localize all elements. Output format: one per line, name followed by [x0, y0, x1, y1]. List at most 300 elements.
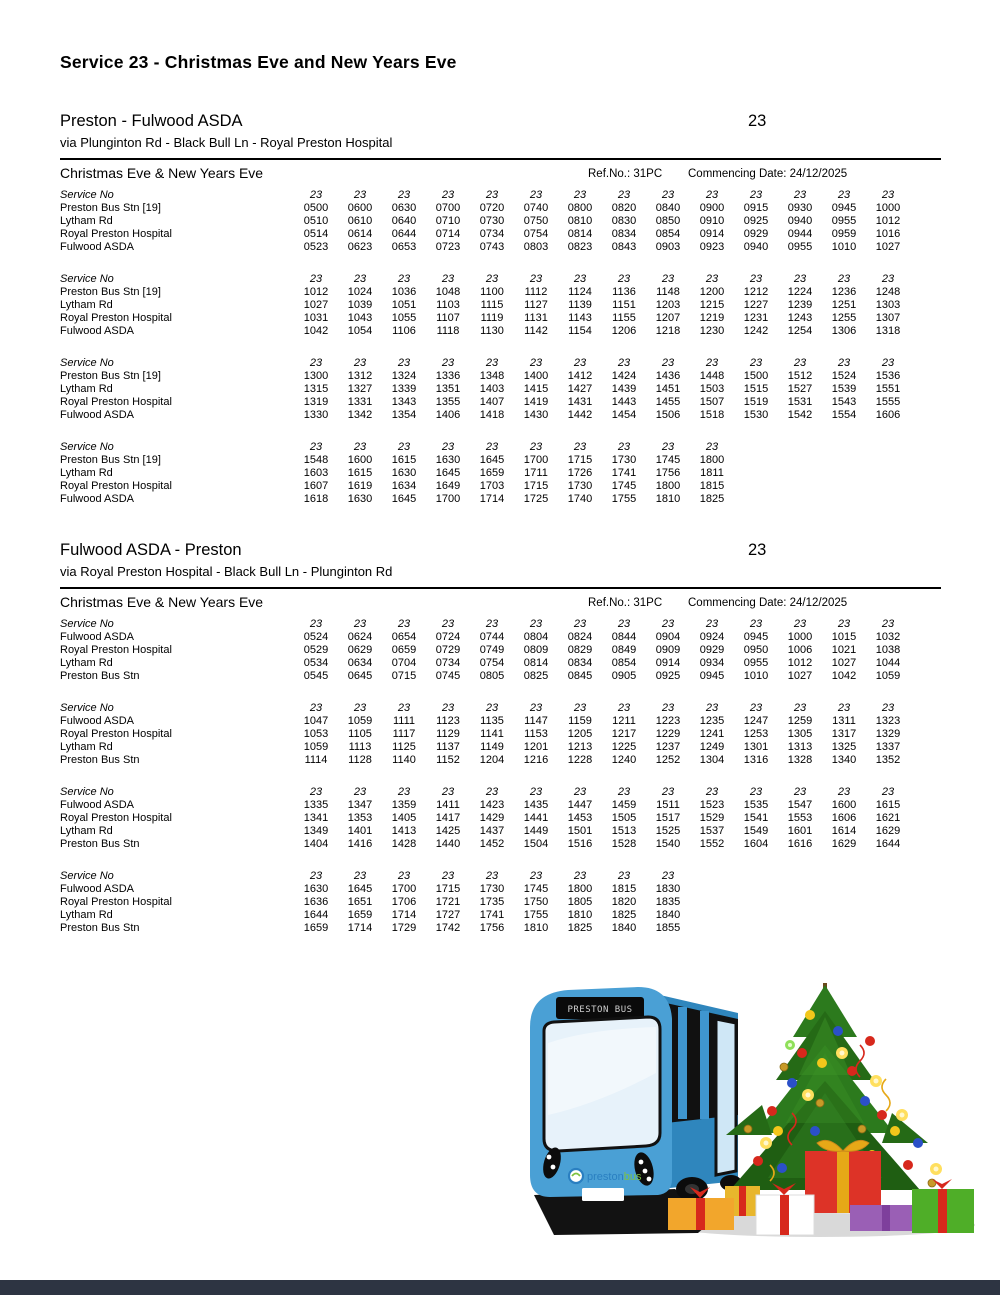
time-cell: 1239 — [787, 299, 813, 311]
service-no-label: Service No — [60, 441, 114, 453]
time-cell: 1012 — [875, 215, 901, 227]
stop-name-cell: Fulwood ASDA — [60, 409, 134, 421]
time-cell: 1725 — [523, 493, 549, 505]
time-cell: 1139 — [568, 299, 592, 311]
time-cell: 1205 — [567, 728, 593, 740]
service-no-cell: 23 — [573, 441, 587, 453]
time-cell: 1645 — [479, 454, 505, 466]
time-cell — [734, 467, 778, 480]
time-cell: 0600 — [347, 202, 373, 214]
time-cell — [690, 922, 734, 935]
time-cell: 1154 — [568, 325, 592, 337]
time-cell: 1541 — [743, 812, 769, 824]
ref-no: Ref.No.: 31PC — [588, 597, 663, 609]
time-cell: 1636 — [303, 896, 329, 908]
service-no-cell: 23 — [705, 786, 719, 798]
route-via: via Plunginton Rd - Black Bull Ln - Royal Preston Hospital — [60, 135, 393, 150]
time-cell: 1031 — [303, 312, 329, 324]
time-cell: 1741 — [479, 909, 505, 921]
time-cell: 1721 — [435, 896, 461, 908]
service-no-cell: 23 — [529, 441, 543, 453]
time-cell — [866, 922, 910, 935]
time-cell: 1103 — [436, 299, 460, 311]
time-cell: 1500 — [743, 370, 769, 382]
time-cell: 0700 — [435, 202, 461, 214]
bus-logo-text — [587, 1171, 642, 1183]
time-cell: 1645 — [391, 493, 417, 505]
time-cell: 1616 — [787, 838, 813, 850]
time-cell: 1252 — [655, 754, 681, 766]
time-cell: 1218 — [655, 325, 681, 337]
time-cell: 1517 — [655, 812, 681, 824]
service-no-cell — [866, 870, 910, 883]
time-cell: 1601 — [787, 825, 813, 837]
service-no-cell: 23 — [749, 357, 763, 369]
time-cell: 1354 — [391, 409, 417, 421]
timetable-row — [60, 631, 941, 644]
time-cell: 1053 — [303, 728, 329, 740]
service-no-cell: 23 — [661, 786, 675, 798]
time-cell: 1352 — [875, 754, 901, 766]
time-cell: 1629 — [875, 825, 901, 837]
timetable-header-row — [60, 618, 941, 631]
service-no-cell: 23 — [573, 870, 587, 882]
time-cell: 0734 — [479, 228, 505, 240]
service-no-cell: 23 — [661, 870, 675, 882]
commencing-date: Commencing Date: 24/12/2025 — [688, 597, 848, 609]
time-cell: 1054 — [347, 325, 373, 337]
service-no-cell: 23 — [881, 189, 895, 201]
timetable-row — [60, 286, 941, 299]
time-cell: 1348 — [479, 370, 505, 382]
time-cell: 1549 — [743, 825, 769, 837]
time-cell: 1756 — [479, 922, 505, 934]
time-cell — [866, 467, 910, 480]
time-cell: 1820 — [611, 896, 637, 908]
timetable-header-row — [60, 273, 941, 286]
time-cell — [734, 493, 778, 506]
stop-name-cell: Royal Preston Hospital — [60, 480, 172, 492]
service-no-label: Service No — [60, 357, 114, 369]
time-cell: 1524 — [831, 370, 857, 382]
time-cell: 1253 — [743, 728, 769, 740]
time-cell: 0944 — [787, 228, 813, 240]
stop-name-cell: Fulwood ASDA — [60, 799, 134, 811]
time-cell: 1528 — [611, 838, 637, 850]
time-cell: 1143 — [568, 312, 592, 324]
time-cell: 1047 — [303, 715, 329, 727]
time-cell: 1347 — [347, 799, 373, 811]
time-cell: 0715 — [391, 670, 417, 682]
service-no-cell: 23 — [881, 273, 895, 285]
time-cell: 0900 — [699, 202, 725, 214]
service-no-cell — [822, 441, 866, 454]
service-no-cell: 23 — [485, 441, 499, 453]
time-cell — [866, 896, 910, 909]
time-cell: 1406 — [435, 409, 461, 421]
time-cell: 0805 — [479, 670, 505, 682]
time-cell: 0534 — [303, 657, 329, 669]
service-no-cell: 23 — [749, 618, 763, 630]
time-cell: 0945 — [699, 670, 725, 682]
time-cell: 0654 — [391, 631, 417, 643]
time-cell — [778, 883, 822, 896]
time-cell: 1454 — [611, 409, 637, 421]
timetable-row — [60, 922, 941, 935]
time-cell: 1659 — [479, 467, 505, 479]
time-cell: 0723 — [435, 241, 461, 253]
time-cell: 1618 — [303, 493, 329, 505]
time-cell — [734, 454, 778, 467]
time-cell — [778, 493, 822, 506]
time-cell: 1006 — [787, 644, 813, 656]
time-cell: 1106 — [392, 325, 416, 337]
time-cell: 1455 — [655, 396, 681, 408]
time-cell: 0934 — [699, 657, 725, 669]
service-no-cell: 23 — [837, 786, 851, 798]
time-cell: 1301 — [743, 741, 769, 753]
time-cell: 0910 — [699, 215, 725, 227]
time-cell: 1800 — [567, 883, 593, 895]
time-cell: 1137 — [436, 741, 460, 753]
timetable-block — [60, 870, 941, 935]
time-cell: 1449 — [523, 825, 549, 837]
time-cell: 1619 — [347, 480, 373, 492]
time-cell: 0524 — [303, 631, 329, 643]
time-cell: 0850 — [655, 215, 681, 227]
time-cell: 1032 — [875, 631, 901, 643]
time-cell — [690, 883, 734, 896]
time-cell: 1805 — [567, 896, 593, 908]
time-cell: 0929 — [699, 644, 725, 656]
time-cell: 0523 — [303, 241, 329, 253]
service-no-cell: 23 — [309, 441, 323, 453]
time-cell: 1059 — [303, 741, 329, 753]
time-cell: 1439 — [611, 383, 637, 395]
service-no-cell: 23 — [837, 702, 851, 714]
time-cell: 0930 — [787, 202, 813, 214]
time-cell: 1453 — [567, 812, 593, 824]
time-cell: 1835 — [655, 896, 681, 908]
time-cell: 0945 — [831, 202, 857, 214]
time-cell: 1123 — [436, 715, 460, 727]
service-no-cell: 23 — [441, 870, 455, 882]
time-cell: 1606 — [831, 812, 857, 824]
time-cell: 1159 — [568, 715, 592, 727]
time-cell: 1000 — [787, 631, 813, 643]
time-cell: 1204 — [479, 754, 505, 766]
time-cell: 1800 — [699, 454, 725, 466]
time-cell: 1307 — [875, 312, 901, 324]
service-no-cell — [778, 870, 822, 883]
service-no-cell: 23 — [353, 702, 367, 714]
time-cell: 1341 — [303, 812, 329, 824]
time-cell: 1125 — [392, 741, 416, 753]
time-cell: 1223 — [655, 715, 681, 727]
time-cell: 1815 — [611, 883, 637, 895]
time-cell: 1504 — [523, 838, 549, 850]
time-cell: 1112 — [524, 286, 548, 298]
time-cell: 1527 — [787, 383, 813, 395]
time-cell: 1343 — [391, 396, 417, 408]
service-no-cell: 23 — [881, 618, 895, 630]
time-cell: 1130 — [480, 325, 504, 337]
time-cell: 1536 — [875, 370, 901, 382]
stop-name-cell: Lytham Rd — [60, 299, 113, 311]
timetable-header-row — [60, 702, 941, 715]
time-cell: 1411 — [436, 799, 460, 811]
time-cell: 1359 — [391, 799, 417, 811]
time-cell: 1024 — [347, 286, 373, 298]
service-no-cell: 23 — [705, 189, 719, 201]
timetable-row — [60, 228, 941, 241]
time-cell: 0754 — [479, 657, 505, 669]
timetable-block — [60, 441, 941, 506]
service-no-cell: 23 — [881, 357, 895, 369]
time-cell — [866, 883, 910, 896]
time-cell: 0629 — [347, 644, 373, 656]
time-cell: 0734 — [435, 657, 461, 669]
time-cell — [822, 909, 866, 922]
time-cell: 1142 — [524, 325, 548, 337]
time-cell: 1423 — [479, 799, 505, 811]
time-cell: 1429 — [479, 812, 505, 824]
time-cell: 1552 — [699, 838, 725, 850]
timetable-row — [60, 728, 941, 741]
time-cell — [866, 454, 910, 467]
stop-name-cell: Preston Bus Stn [19] — [60, 454, 161, 466]
time-cell: 0804 — [523, 631, 549, 643]
stop-name-cell: Preston Bus Stn — [60, 922, 140, 934]
service-no-cell — [822, 870, 866, 883]
time-cell: 0500 — [303, 202, 329, 214]
service-no-cell: 23 — [749, 702, 763, 714]
service-no-cell: 23 — [485, 273, 499, 285]
time-cell — [822, 493, 866, 506]
service-no-cell: 23 — [441, 786, 455, 798]
time-cell: 1403 — [479, 383, 505, 395]
time-cell — [734, 922, 778, 935]
time-cell: 1315 — [303, 383, 329, 395]
time-cell: 1055 — [391, 312, 417, 324]
timetable-row — [60, 754, 941, 767]
time-cell: 1614 — [831, 825, 857, 837]
time-cell: 1340 — [831, 754, 857, 766]
time-cell: 1059 — [875, 670, 901, 682]
time-cell: 1219 — [699, 312, 725, 324]
timetable-header-row — [60, 189, 941, 202]
time-cell: 0955 — [787, 241, 813, 253]
time-cell: 1335 — [303, 799, 329, 811]
stop-name-cell: Lytham Rd — [60, 383, 113, 395]
time-cell: 1531 — [787, 396, 813, 408]
time-cell: 1424 — [611, 370, 637, 382]
time-cell: 1259 — [787, 715, 813, 727]
service-no-cell — [690, 870, 734, 883]
time-cell: 0820 — [611, 202, 637, 214]
time-cell: 0834 — [611, 228, 637, 240]
time-cell: 1441 — [523, 812, 549, 824]
time-cell: 0714 — [435, 228, 461, 240]
time-cell: 1630 — [303, 883, 329, 895]
time-cell: 0659 — [391, 644, 417, 656]
time-cell: 1621 — [875, 812, 901, 824]
time-cell: 1516 — [567, 838, 593, 850]
time-cell: 1715 — [523, 480, 549, 492]
time-cell: 1118 — [436, 325, 460, 337]
service-no-cell: 23 — [485, 189, 499, 201]
stop-name-cell: Fulwood ASDA — [60, 715, 134, 727]
time-cell: 0624 — [347, 631, 373, 643]
time-cell: 0630 — [391, 202, 417, 214]
time-cell: 1440 — [435, 838, 461, 850]
service-no-cell: 23 — [837, 273, 851, 285]
time-cell: 1727 — [435, 909, 461, 921]
time-cell: 1027 — [831, 657, 857, 669]
stop-name-cell: Royal Preston Hospital — [60, 396, 172, 408]
time-cell: 1730 — [479, 883, 505, 895]
time-cell: 1703 — [479, 480, 505, 492]
service-no-cell: 23 — [485, 618, 499, 630]
time-cell: 1212 — [743, 286, 769, 298]
time-cell: 1513 — [611, 825, 637, 837]
service-no-cell: 23 — [705, 273, 719, 285]
time-cell: 1755 — [611, 493, 637, 505]
time-cell — [778, 480, 822, 493]
time-cell: 0653 — [391, 241, 417, 253]
stop-name-cell: Preston Bus Stn [19] — [60, 286, 161, 298]
time-cell: 0814 — [567, 228, 593, 240]
time-cell: 1553 — [787, 812, 813, 824]
time-cell — [822, 467, 866, 480]
time-cell — [778, 467, 822, 480]
time-cell: 1530 — [743, 409, 769, 421]
time-cell: 1215 — [699, 299, 725, 311]
time-cell: 1324 — [391, 370, 417, 382]
time-cell: 1155 — [612, 312, 636, 324]
time-cell: 1113 — [348, 741, 372, 753]
time-cell: 1634 — [391, 480, 417, 492]
time-cell: 1135 — [480, 715, 504, 727]
service-no-cell: 23 — [793, 702, 807, 714]
time-cell: 1327 — [347, 383, 373, 395]
time-cell: 1247 — [743, 715, 769, 727]
time-cell: 1211 — [612, 715, 636, 727]
time-cell: 1437 — [479, 825, 505, 837]
timetable-row — [60, 896, 941, 909]
time-cell: 0844 — [611, 631, 637, 643]
service-no-cell: 23 — [573, 273, 587, 285]
service-no-cell: 23 — [705, 357, 719, 369]
service-no-cell: 23 — [353, 786, 367, 798]
time-cell: 1107 — [436, 312, 460, 324]
time-cell: 1700 — [391, 883, 417, 895]
service-no-label: Service No — [60, 702, 114, 714]
service-no-cell: 23 — [573, 618, 587, 630]
time-cell: 0925 — [743, 215, 769, 227]
time-cell: 1554 — [831, 409, 857, 421]
timetable-block — [60, 702, 941, 767]
service-no-cell: 23 — [573, 786, 587, 798]
bus-destination-text: PRESTON BUS — [567, 1005, 633, 1015]
timetable-row — [60, 467, 941, 480]
timetable-header-row — [60, 441, 941, 454]
timetable-block — [60, 786, 941, 851]
time-cell: 1529 — [699, 812, 725, 824]
time-cell: 0634 — [347, 657, 373, 669]
time-cell: 1114 — [304, 754, 328, 766]
time-cell: 1149 — [480, 741, 504, 753]
time-cell: 1714 — [479, 493, 505, 505]
service-no-cell: 23 — [705, 441, 719, 453]
time-cell: 1700 — [523, 454, 549, 466]
time-cell: 1051 — [391, 299, 417, 311]
timetable-row — [60, 396, 941, 409]
time-cell: 1229 — [655, 728, 681, 740]
time-cell: 1745 — [611, 480, 637, 492]
time-cell: 1048 — [435, 286, 461, 298]
time-cell: 1021 — [831, 644, 857, 656]
time-cell: 0545 — [303, 670, 329, 682]
time-cell: 1810 — [523, 922, 549, 934]
time-cell: 1730 — [567, 480, 593, 492]
time-cell: 1548 — [303, 454, 329, 466]
time-cell: 1855 — [655, 922, 681, 934]
time-cell: 1825 — [567, 922, 593, 934]
service-no-cell: 23 — [529, 618, 543, 630]
time-cell: 1027 — [303, 299, 329, 311]
time-cell: 1431 — [567, 396, 593, 408]
bus-illustration-icon — [530, 987, 742, 1201]
service-no-cell: 23 — [661, 702, 675, 714]
time-cell: 0854 — [611, 657, 637, 669]
time-cell: 1428 — [391, 838, 417, 850]
time-cell: 1243 — [787, 312, 813, 324]
time-cell: 1329 — [875, 728, 901, 740]
logo-part-preston: preston — [587, 1171, 624, 1183]
time-cell: 1255 — [831, 312, 857, 324]
time-cell: 1615 — [391, 454, 417, 466]
timetable-block — [60, 273, 941, 338]
service-no-label: Service No — [60, 618, 114, 630]
service-no-cell: 23 — [441, 441, 455, 453]
time-cell: 0854 — [655, 228, 681, 240]
time-cell: 1607 — [303, 480, 329, 492]
time-cell: 1012 — [787, 657, 813, 669]
table-title: Christmas Eve & New Years Eve — [60, 594, 264, 610]
time-cell: 1714 — [347, 922, 373, 934]
time-cell: 1603 — [303, 467, 329, 479]
time-cell: 0905 — [611, 670, 637, 682]
table-meta-row — [60, 589, 941, 618]
service-number-badge: 23 — [748, 112, 767, 130]
service-no-cell: 23 — [617, 786, 631, 798]
time-cell: 1330 — [303, 409, 329, 421]
time-cell: 0940 — [743, 241, 769, 253]
time-cell: 1515 — [743, 383, 769, 395]
time-cell: 1418 — [479, 409, 505, 421]
time-cell: 1043 — [347, 312, 373, 324]
time-cell — [822, 480, 866, 493]
route-section — [60, 112, 941, 525]
time-cell: 1337 — [875, 741, 901, 753]
time-cell: 0640 — [391, 215, 417, 227]
time-cell: 1153 — [524, 728, 548, 740]
time-cell: 1405 — [391, 812, 417, 824]
timetable-row — [60, 299, 941, 312]
time-cell: 1711 — [524, 467, 548, 479]
time-cell: 1353 — [347, 812, 373, 824]
